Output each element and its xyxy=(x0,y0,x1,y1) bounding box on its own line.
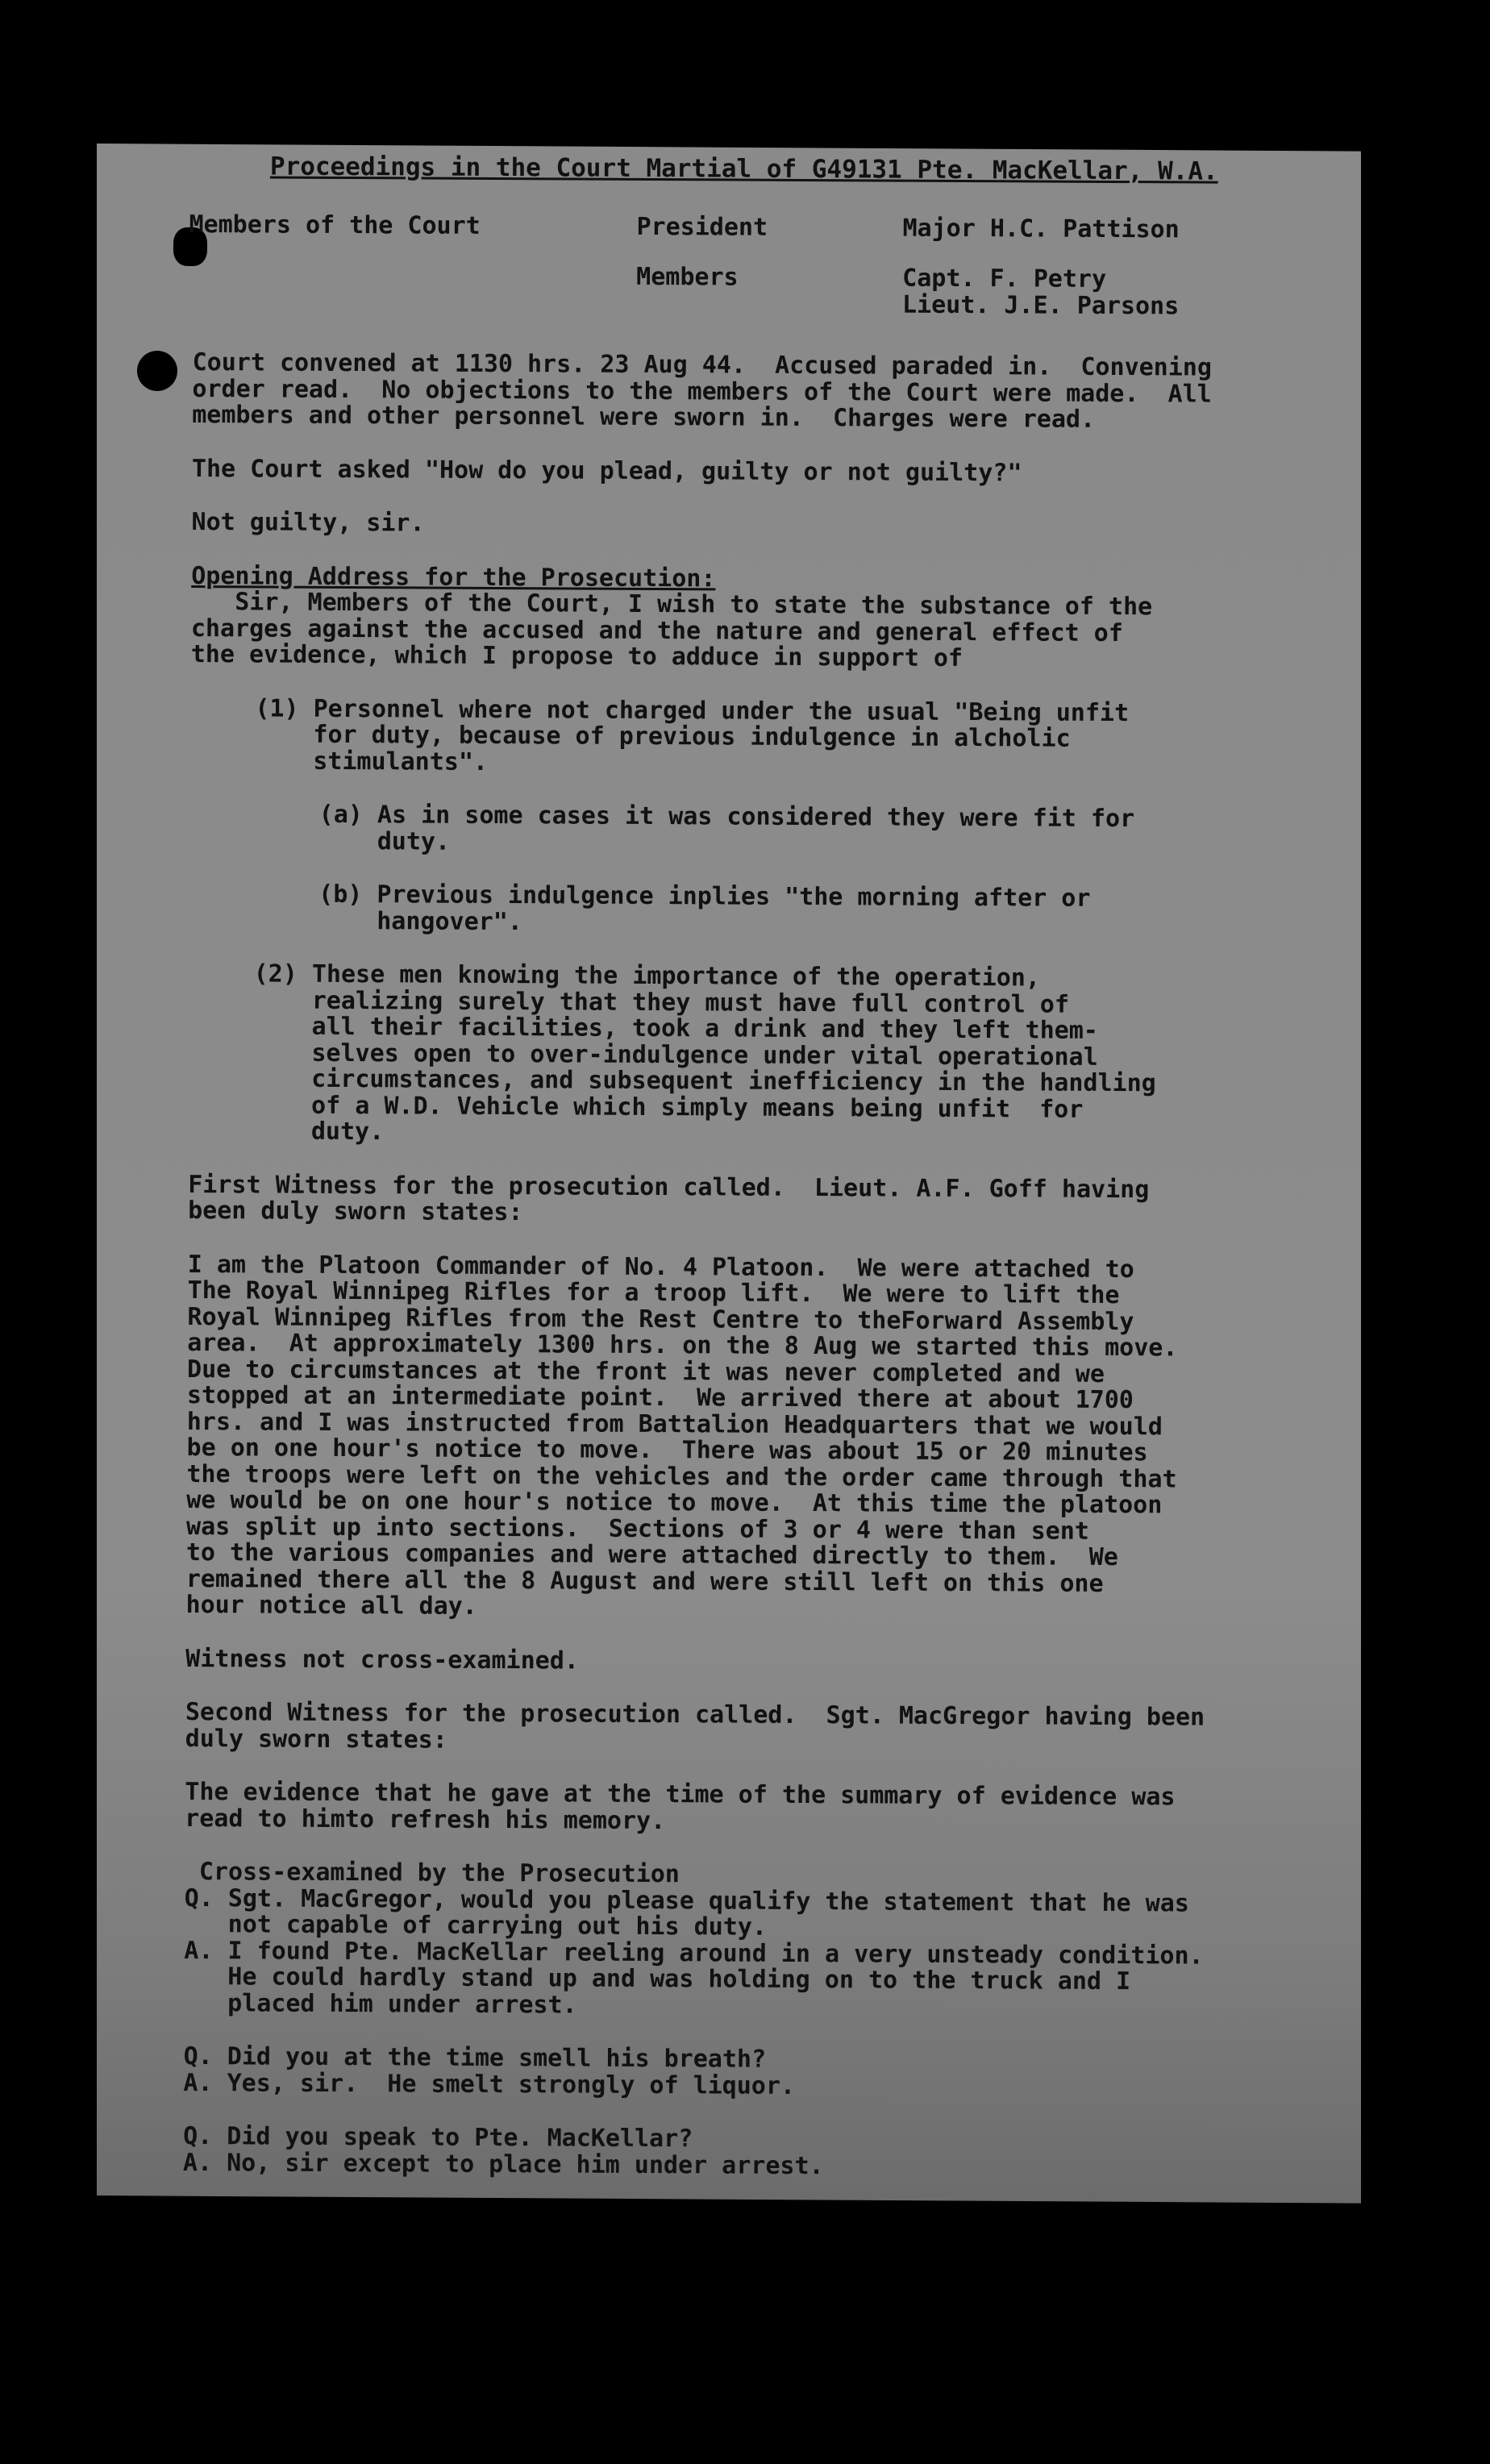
paragraph-plea-question: The Court asked "How do you plead, guilty or not guilty?" xyxy=(191,454,1022,487)
court-members-table xyxy=(189,211,1338,320)
president-label: President xyxy=(636,212,768,242)
paragraph-plea-answer: Not guilty, sir. xyxy=(191,507,425,538)
not-cross-examined: Witness not cross-examined. xyxy=(185,1644,579,1675)
second-witness-intro: Second Witness for the prosecution called. Sgt. MacGregor having been duly sworn states: xyxy=(185,1697,1205,1754)
opening-address-text: Sir, Members of the Court, I wish to state the substance of the charges against the accused and the nature and general effect of the evidence, which I propose to adduce in support of xyxy=(190,587,1153,673)
document-title: Proceedings in the Court Martial of G49131 Pte. MacKellar, W.A. xyxy=(269,152,1218,186)
punch-hole xyxy=(137,351,177,391)
document-body xyxy=(183,153,1338,2182)
opening-address-heading: Opening Address for the Prosecution: xyxy=(191,561,716,593)
president-name: Major H.C. Pattison xyxy=(902,214,1180,243)
point-1a: (a) As in some cases it was considered they were fit for duty. xyxy=(318,800,1135,856)
point-1b: (b) Previous indulgence inplies "the morning after or hangover". xyxy=(318,880,1091,936)
qa-block-3: Q. Did you speak to Pte. MacKellar? A. No, sir except to place him under arrest. xyxy=(182,2121,824,2180)
point-1: (1) Personnel where not charged under the usual "Being unfit for duty, because of previous indulgence in alcholic stimulants". xyxy=(254,693,1130,776)
point-2: (2) These men knowing the importance of the operation, realizing surely that they must have full control of all their facilities, took a drink and they left them- selves open to over-indulgence under vital operational circumstances, and subsequent inefficiency in the handling of a W.D. Vehicle which simply means being unfit for duty. xyxy=(252,959,1156,1147)
member-1: Capt. F. Petry xyxy=(902,264,1107,293)
paragraph-convened: Court convened at 1130 hrs. 23 Aug 44. Accused paraded in. Convening order read. No objections to the members of the Court were made. All members and other personnel were sworn in. Charges were read. xyxy=(192,348,1213,434)
member-names xyxy=(902,266,1257,320)
members-label: Members of the Court xyxy=(189,210,481,240)
member-2: Lieut. J.E. Parsons xyxy=(901,290,1180,320)
members-role-label: Members xyxy=(636,262,739,292)
first-witness-intro: First Witness for the prosecution called. Lieut. A.F. Goff having been duly sworn states: xyxy=(188,1170,1150,1227)
cross-examined-heading: Cross-examined by the Prosecution xyxy=(184,1857,680,1889)
qa-block-1: Q. Sgt. MacGregor, would you please qualify the statement that he was not capable of carrying out his duty. A. I found Pte. MacKellar reeling around in a very unsteady condition. He could hardly stand up and was holding on to the truck and I placed him under arrest. xyxy=(183,1883,1204,2020)
qa-block-2: Q. Did you at the time smell his breath? A. Yes, sir. He smelt strongly of liquor. xyxy=(183,2042,796,2100)
first-witness-testimony: I am the Platoon Commander of No. 4 Platoon. We were attached to The Royal Winnipeg Rifles for a troop lift. We were to lift the Royal Winnipeg Rifles from the Rest Centre to theForward Assembly area. At approximately 1300 hrs. on the 8 Aug we started this move. Due to circumstances at the front it was never completed and we stopped at an intermediate point. We arrived there at about 1700 hrs. and I was instructed from Battalion Headquarters that we would be on one hour's notice to move. There was about 15 or 20 minutes the troops were left on the vehicles and the order came through that we would be on one hour's notice to move. At this time the platoon was split up into sections. Sections of 3 or 4 were than sent to the various companies and were attached directly to them. We remained there all the 8 August and were still left on this one hour notice all day. xyxy=(185,1250,1178,1621)
second-witness-evidence: The evidence that he gave at the time of the summary of evidence was read to himto refresh his memory. xyxy=(185,1777,1176,1835)
